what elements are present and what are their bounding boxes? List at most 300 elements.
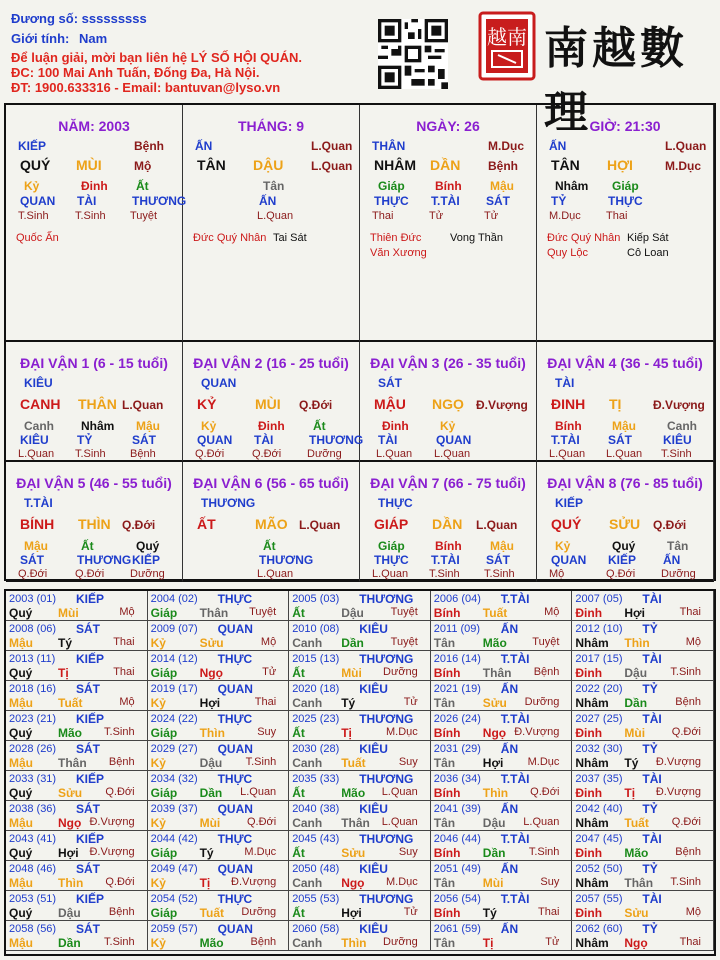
annual-phase: T.Sinh xyxy=(104,726,135,738)
annual-branch: Tị xyxy=(624,786,636,800)
annual-phase: Thai xyxy=(254,696,277,708)
annual-stem: Nhâm xyxy=(575,816,609,830)
annual-star: T.TÀI xyxy=(500,652,530,666)
life-phase: Q.Đới xyxy=(18,568,48,580)
annual-cell xyxy=(6,651,148,681)
annual-phase: Suy xyxy=(540,876,560,888)
annual-phase: Mộ xyxy=(260,636,277,648)
shen-sha: Cô Loan xyxy=(627,247,669,259)
annual-stem: Kỷ xyxy=(150,636,166,650)
annual-star: KIẾP xyxy=(76,892,105,906)
annual-year: 2042 (40) xyxy=(575,803,623,815)
annual-branch: Thân xyxy=(341,816,370,830)
annual-phase: T.Sinh xyxy=(670,666,701,678)
annual-phase: Bệnh xyxy=(675,696,701,708)
ten-god: T.TÀI xyxy=(431,194,460,208)
ten-god: SÁT xyxy=(608,433,632,447)
annual-stem: Bính xyxy=(433,726,461,740)
dai-van-stem: CANH xyxy=(20,396,61,412)
annual-year: 2013 (11) xyxy=(9,653,56,665)
dai-van-cell xyxy=(360,342,537,462)
dai-van-phase: Đ.Vượng xyxy=(476,398,528,412)
hidden-stem: Ất xyxy=(263,539,276,553)
annual-star: KIẾP xyxy=(76,832,105,846)
pillar-phase: L.Quan xyxy=(665,139,707,153)
pillar-branch: MÙI xyxy=(76,157,102,173)
life-phase: L.Quan xyxy=(434,448,471,460)
annual-phase: Mộ xyxy=(119,696,135,708)
hidden-stem: Giáp xyxy=(378,539,405,553)
annual-phase: Q.Đới xyxy=(671,726,701,738)
ten-god: TÀI xyxy=(77,194,97,208)
annual-year: 2057 (55) xyxy=(575,893,623,905)
annual-star: TÀI xyxy=(642,772,662,786)
annual-cell xyxy=(6,621,148,651)
annual-stem: Giáp xyxy=(150,606,178,620)
ten-god: KIÊU xyxy=(663,433,692,447)
annual-star: TỶ xyxy=(642,742,658,756)
annual-star: TỶ xyxy=(642,802,658,816)
annual-cell xyxy=(6,831,148,861)
annual-branch: Tuất xyxy=(482,606,508,620)
annual-year: 2047 (45) xyxy=(575,833,623,845)
dai-van-branch: TỊ xyxy=(609,396,622,412)
shen-sha: Tai Sát xyxy=(273,232,307,244)
annual-star: TÀI xyxy=(642,592,662,606)
annual-year: 2041 (39) xyxy=(433,803,481,815)
ten-god: THƯƠNG xyxy=(77,553,132,567)
annual-cell xyxy=(572,681,714,711)
annual-branch: Tị xyxy=(58,666,69,680)
annual-branch: Ngọ xyxy=(341,876,365,890)
life-phase: Thai xyxy=(606,210,628,222)
life-phase: Tử xyxy=(429,210,444,222)
annual-phase: Tử xyxy=(403,906,418,918)
dai-van-title: ĐẠI VẬN 7 (66 - 75 tuổi) xyxy=(370,475,526,491)
annual-branch: Thân xyxy=(624,876,654,890)
hidden-stem: Bính xyxy=(435,539,462,553)
annual-branch: Tý xyxy=(58,636,73,650)
pillar-branch-phase: L.Quan xyxy=(311,159,353,173)
annual-branch: Mão xyxy=(58,726,82,740)
annual-star: TỶ xyxy=(642,862,658,876)
annual-branch: Tuất xyxy=(199,906,225,920)
annual-year: 2037 (35) xyxy=(575,773,623,785)
annual-star: KIÊU xyxy=(359,802,388,816)
annual-branch: Thân xyxy=(199,606,229,620)
annual-phase: Bệnh xyxy=(108,756,135,768)
dai-van-title: ĐẠI VẬN 8 (76 - 85 tuổi) xyxy=(547,475,703,491)
annual-star: T.TÀI xyxy=(500,772,530,786)
annual-phase: L.Quan xyxy=(381,816,418,828)
annual-year: 2060 (58) xyxy=(292,923,340,935)
annual-star: T.TÀI xyxy=(500,892,530,906)
annual-star: THỰC xyxy=(217,652,253,666)
gender-label: Giới tính: xyxy=(11,31,70,46)
annual-phase: Tuyệt xyxy=(390,636,418,648)
life-phase: L.Quan xyxy=(257,568,294,580)
annual-branch: Thìn xyxy=(58,876,84,890)
ten-god: QUAN xyxy=(436,433,472,447)
annual-stem: Ất xyxy=(292,726,305,740)
annual-phase: Dưỡng xyxy=(383,936,418,948)
annual-cell xyxy=(6,711,148,741)
annual-branch: Mùi xyxy=(482,876,504,890)
annual-cell xyxy=(572,861,714,891)
annual-phase: M.Dục xyxy=(386,726,418,738)
ten-god: ẤN xyxy=(259,194,277,208)
annual-star: KIÊU xyxy=(359,682,388,696)
annual-stem: Canh xyxy=(292,636,323,650)
seal-text: 越南 xyxy=(487,25,527,49)
annual-cell xyxy=(148,861,290,891)
annual-cell xyxy=(572,771,714,801)
annual-phase: Tử xyxy=(262,666,277,678)
annual-cell xyxy=(148,831,290,861)
annual-branch: Tuất xyxy=(58,696,83,710)
annual-stem: Tân xyxy=(433,696,456,710)
ten-god: TỶ xyxy=(77,433,93,447)
annual-cell xyxy=(431,681,573,711)
annual-phase: Dưỡng xyxy=(383,666,418,678)
annual-branch: Sửu xyxy=(341,846,366,860)
life-phase: Tuyệt xyxy=(130,210,158,222)
annual-branch: Ngọ xyxy=(199,666,223,680)
dai-van-title: ĐẠI VẬN 5 (46 - 55 tuổi) xyxy=(16,475,172,491)
annual-branch: Sửu xyxy=(58,786,83,800)
annual-star: SÁT xyxy=(76,862,100,876)
annual-branch: Thìn xyxy=(199,726,225,740)
annual-stem: Kỷ xyxy=(150,876,166,890)
hidden-stem: Giáp xyxy=(612,179,639,193)
annual-year: 2015 (13) xyxy=(292,653,340,665)
annual-year: 2021 (19) xyxy=(433,683,481,695)
annual-stem: Ất xyxy=(292,666,305,680)
annual-cell xyxy=(148,621,290,651)
annual-branch: Hợi xyxy=(482,756,504,770)
qr-code-icon xyxy=(378,19,448,89)
shen-sha: Đức Quý Nhân xyxy=(193,232,267,244)
dai-van-stem: QUÝ xyxy=(551,516,582,532)
annual-year: 2062 (60) xyxy=(575,923,623,935)
dai-van-branch: THÂN xyxy=(78,396,117,412)
annual-year: 2004 (02) xyxy=(150,593,198,605)
annual-phase: Thai xyxy=(679,936,701,948)
annual-cell xyxy=(148,741,290,771)
annual-stem: Bính xyxy=(433,906,461,920)
annual-cell xyxy=(431,591,573,621)
pillar-cell xyxy=(183,105,360,342)
ten-god: SÁT xyxy=(132,433,156,447)
life-phase: T.Sinh xyxy=(429,568,460,580)
annual-year: 2010 (08) xyxy=(292,623,340,635)
hidden-stem: Mậu xyxy=(490,179,514,193)
annual-branch: Hợi xyxy=(341,906,362,920)
annual-cell xyxy=(148,891,290,921)
hidden-stem: Đinh xyxy=(81,179,108,193)
annual-phase: Đ.Vượng xyxy=(89,816,135,828)
annual-star: TỶ xyxy=(642,922,658,936)
annual-stem: Mậu xyxy=(9,756,33,770)
annual-star: THƯƠNG xyxy=(359,772,414,786)
annual-year: 2035 (33) xyxy=(292,773,340,785)
pillar-cell xyxy=(537,105,714,342)
annual-year: 2055 (53) xyxy=(292,893,340,905)
dai-van-phase: Q.Đới xyxy=(299,398,333,412)
annual-cell xyxy=(572,891,714,921)
hidden-stem: Giáp xyxy=(378,179,405,193)
hidden-stem: Bính xyxy=(435,179,462,193)
ten-god: THỰC xyxy=(374,194,409,208)
annual-cell xyxy=(289,861,431,891)
hidden-stem: Tân xyxy=(667,539,689,553)
annual-year: 2036 (34) xyxy=(433,773,481,785)
hidden-stem: Kỷ xyxy=(24,179,40,193)
annual-year: 2025 (23) xyxy=(292,713,340,725)
annual-star: QUAN xyxy=(217,922,253,936)
annual-phase: Đ.Vượng xyxy=(655,786,701,798)
owner-label: Đương số: xyxy=(11,11,79,26)
pillar-title: THÁNG: 9 xyxy=(237,118,305,134)
annual-stem: Canh xyxy=(292,936,323,950)
dai-van-phase: Q.Đới xyxy=(653,518,687,532)
life-phase: Q.Đới xyxy=(75,568,105,580)
dai-van-star: T.TÀI xyxy=(24,496,53,510)
life-phase: Mộ xyxy=(549,568,565,580)
annual-stem: Đinh xyxy=(575,666,603,680)
annual-star: QUAN xyxy=(217,862,253,876)
address-line: ĐC: 100 Mai Anh Tuấn, Đống Đa, Hà Nội. xyxy=(11,65,260,80)
annual-stem: Giáp xyxy=(150,846,178,860)
annual-cell xyxy=(431,891,573,921)
annual-branch: Tị xyxy=(199,876,211,890)
annual-stem: Mậu xyxy=(9,936,33,950)
annual-star: ẤN xyxy=(500,622,519,636)
annual-phase: Đ.Vượng xyxy=(655,756,701,768)
annual-cell xyxy=(289,591,431,621)
annual-branch: Mùi xyxy=(58,606,79,620)
annual-branch: Thìn xyxy=(341,936,367,950)
life-phase: L.Quan xyxy=(257,210,294,222)
shen-sha: Thiên Đức xyxy=(370,232,422,244)
annual-year: 2009 (07) xyxy=(150,623,198,635)
annual-year: 2012 (10) xyxy=(575,623,623,635)
annual-phase: M.Dục xyxy=(386,876,418,888)
life-phase: Dưỡng xyxy=(307,448,342,460)
hidden-stem: Ất xyxy=(81,539,94,553)
annual-branch: Mão xyxy=(199,936,224,950)
contact-line: Để luận giải, mời bạn liên hệ LÝ SỐ HỘI QUÁN. xyxy=(11,50,302,65)
annual-stem: Canh xyxy=(292,816,323,830)
annual-phase: Q.Đới xyxy=(530,786,560,798)
dai-van-phase: L.Quan xyxy=(476,518,518,532)
annual-phase: Bệnh xyxy=(675,846,701,858)
dai-van-cell xyxy=(537,342,714,462)
annual-cell xyxy=(289,741,431,771)
dai-van-branch: NGỌ xyxy=(432,396,464,412)
annual-cell xyxy=(148,681,290,711)
annual-year: 2033 (31) xyxy=(9,773,57,785)
annual-stem: Mậu xyxy=(9,816,33,830)
annual-stem: Giáp xyxy=(150,786,178,800)
annual-year: 2032 (30) xyxy=(575,743,623,755)
life-phase: T.Sinh xyxy=(484,568,515,580)
annual-phase: Mộ xyxy=(685,906,701,918)
annual-star: TÀI xyxy=(642,832,662,846)
dai-van-title: ĐẠI VẬN 1 (6 - 15 tuổi) xyxy=(20,355,168,371)
gender-value: Nam xyxy=(78,31,108,46)
hidden-stem: Kỷ xyxy=(201,419,217,433)
annual-star: THỰC xyxy=(217,892,253,906)
annual-branch: Sửu xyxy=(482,696,507,710)
annual-star: SÁT xyxy=(76,802,100,816)
annual-cell xyxy=(6,591,148,621)
hidden-stem: Mậu xyxy=(490,539,514,553)
dai-van-stem: GIÁP xyxy=(374,516,409,532)
dai-van-star: SÁT xyxy=(378,376,402,390)
annual-cell xyxy=(431,771,573,801)
ten-god: THỰC xyxy=(374,553,409,567)
annual-cell xyxy=(572,621,714,651)
annual-branch: Dần xyxy=(482,846,506,860)
annual-phase: Tử xyxy=(403,696,418,708)
annual-cell xyxy=(148,771,290,801)
annual-star: ẤN xyxy=(500,922,519,936)
annual-cell xyxy=(148,651,290,681)
annual-cell xyxy=(148,921,290,951)
owner-value: sssssssss xyxy=(81,11,147,26)
seal-stamp-icon xyxy=(478,11,536,81)
annual-stem: Bính xyxy=(433,666,461,680)
life-phase: Thai xyxy=(372,210,394,222)
hidden-stem: Quý xyxy=(136,539,160,553)
annual-stem: Ất xyxy=(292,786,305,800)
dai-van-cell xyxy=(537,462,714,582)
annual-star: THỰC xyxy=(217,592,253,606)
annual-star: TÀI xyxy=(642,652,662,666)
annual-stem: Quý xyxy=(9,906,33,920)
annual-phase: Tuyệt xyxy=(249,606,277,618)
annual-cell xyxy=(572,831,714,861)
brand-logo: 南越數理 xyxy=(544,23,688,138)
annual-cell xyxy=(431,741,573,771)
annual-phase: Tử xyxy=(545,936,560,948)
hidden-stem: Mậu xyxy=(24,539,48,553)
annual-year: 2020 (18) xyxy=(292,683,340,695)
life-phase: Dưỡng xyxy=(661,568,696,580)
annual-branch: Mùi xyxy=(199,816,221,830)
ten-god: KIÊU xyxy=(20,433,49,447)
annual-year: 2027 (25) xyxy=(575,713,623,725)
ten-god: THƯƠNG xyxy=(132,194,187,208)
annual-year: 2023 (21) xyxy=(9,713,57,725)
shen-sha: Quy Lộc xyxy=(547,247,588,259)
annual-year: 2048 (46) xyxy=(9,863,57,875)
pillar-stem: NHÂM xyxy=(374,157,416,173)
annual-star: QUAN xyxy=(217,682,253,696)
annual-year: 2019 (17) xyxy=(150,683,198,695)
annual-year: 2045 (43) xyxy=(292,833,340,845)
annual-phase: Bệnh xyxy=(108,906,135,918)
annual-branch: Hợi xyxy=(624,606,645,620)
annual-star: TỶ xyxy=(642,622,658,636)
phone-email-line: ĐT: 1900.633316 - Email: bantuvan@lyso.vn xyxy=(11,80,281,95)
hidden-stem: Nhâm xyxy=(555,179,589,193)
dai-van-branch: MÃO xyxy=(255,516,288,532)
annual-star: KIẾP xyxy=(76,592,105,606)
annual-year: 2051 (49) xyxy=(433,863,481,875)
annual-branch: Mùi xyxy=(341,666,362,680)
pillar-title: NĂM: 2003 xyxy=(58,118,130,134)
annual-star: THƯƠNG xyxy=(359,832,414,846)
annual-cell xyxy=(6,801,148,831)
annual-phase: Đ.Vượng xyxy=(514,726,560,738)
annual-phase: T.Sinh xyxy=(528,846,560,858)
annual-year: 2028 (26) xyxy=(9,743,57,755)
annual-branch: Tý xyxy=(199,846,214,860)
hidden-stem: Tân xyxy=(263,179,285,193)
annual-stem: Đinh xyxy=(575,846,603,860)
annual-star: TÀI xyxy=(642,712,662,726)
annual-stem: Mậu xyxy=(9,696,33,710)
hidden-stem: Đinh xyxy=(382,419,409,433)
annual-star: THƯƠNG xyxy=(359,892,414,906)
annual-phase: Thai xyxy=(679,606,701,618)
pillar-star: KIẾP xyxy=(18,139,47,153)
annual-cell xyxy=(431,801,573,831)
annual-year: 2003 (01) xyxy=(9,593,57,605)
annual-cell xyxy=(431,711,573,741)
hidden-stem: Kỷ xyxy=(440,419,456,433)
annual-star: KIẾP xyxy=(76,712,105,726)
annual-stem: Nhâm xyxy=(575,696,609,710)
annual-phase: T.Sinh xyxy=(104,936,135,948)
annual-stem: Mậu xyxy=(9,876,33,890)
dai-van-branch: DẦN xyxy=(432,516,463,532)
life-phase: T.Sinh xyxy=(18,210,49,222)
annual-phase: Đ.Vượng xyxy=(231,876,277,888)
life-phase: L.Quan xyxy=(376,448,413,460)
annual-branch: Mão xyxy=(624,846,649,860)
owner-line xyxy=(11,11,147,26)
annual-stem: Nhâm xyxy=(575,636,609,650)
pillar-phase: L.Quan xyxy=(311,139,353,153)
annual-star: THƯƠNG xyxy=(359,652,414,666)
annual-stem: Mậu xyxy=(9,636,33,650)
hidden-stem: Ất xyxy=(136,179,149,193)
shen-sha: Vong Thần xyxy=(450,232,504,244)
annual-branch: Tý xyxy=(341,696,356,710)
annual-stem: Đinh xyxy=(575,786,603,800)
ten-god: T.TÀI xyxy=(551,433,580,447)
annual-phase: Thai xyxy=(537,906,560,918)
annual-cell xyxy=(289,831,431,861)
annual-cell xyxy=(572,711,714,741)
annual-star: THƯƠNG xyxy=(359,592,414,606)
life-phase: Bệnh xyxy=(130,448,156,460)
annual-star: TÀI xyxy=(642,892,662,906)
pillar-cell xyxy=(6,105,187,342)
annual-cell xyxy=(148,711,290,741)
dai-van-phase: Đ.Vượng xyxy=(653,398,705,412)
annual-star: THỰC xyxy=(217,832,253,846)
annual-phase: Q.Đới xyxy=(246,816,277,828)
dai-van-stem: ĐINH xyxy=(551,396,586,412)
annual-stem: Đinh xyxy=(575,906,603,920)
annual-year: 2034 (32) xyxy=(150,773,198,785)
shen-sha: Văn Xương xyxy=(370,247,427,259)
ten-god: KIẾP xyxy=(132,553,161,567)
